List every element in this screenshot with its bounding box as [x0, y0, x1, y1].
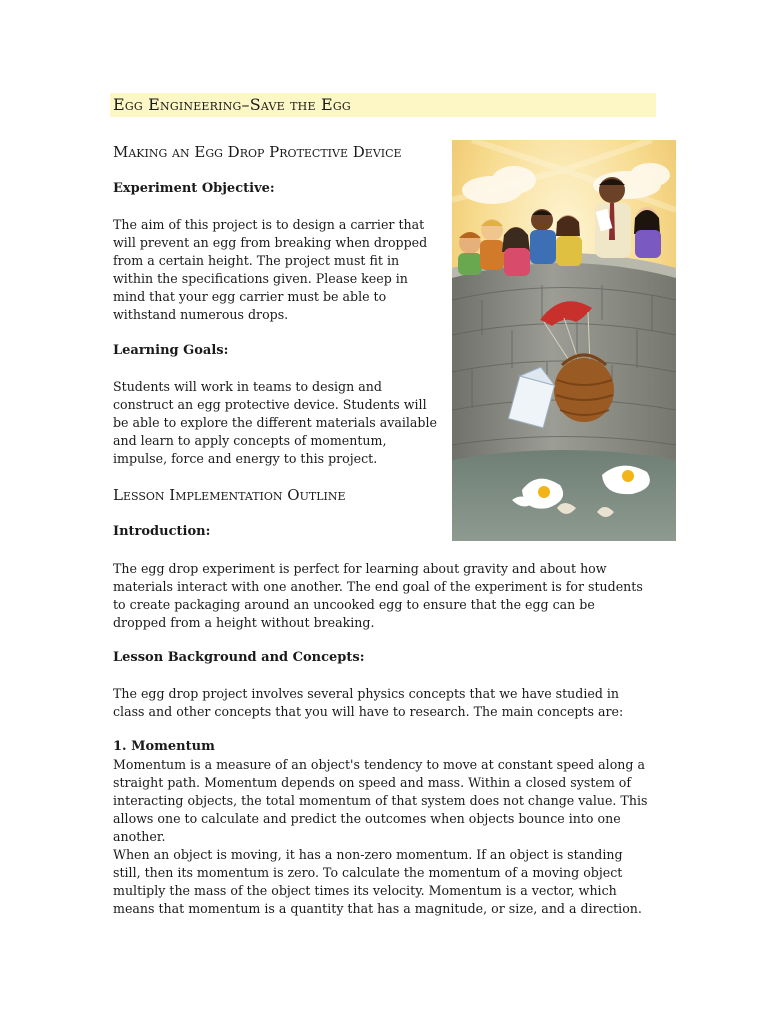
momentum-paragraph-1: Momentum is a measure of an object's tendency to move at constant speed along a straight path. Momentum depends on speed and mass. Within a closed system of interacting objects, the total momentum of that system does not change value. This allows one to calculate and predict the outcomes when objects bounce into one another. — [113, 757, 648, 844]
objective-heading: Experiment Objective: — [113, 181, 275, 196]
background-heading: Lesson Background and Concepts: — [113, 650, 365, 665]
section-heading-outline: Lesson Implementation Outline — [113, 486, 346, 504]
momentum-paragraph-2: When an object is moving, it has a non-zero momentum. If an object is standing still, then its momentum is zero. To calculate the momentum of a moving object multiply the mass of the object times its velocity. Momentum is a vector, which means that momentum is a quantity that has a magnitude, or size, and a direction. — [113, 847, 642, 916]
learning-goals-heading: Learning Goals: — [113, 343, 229, 358]
document-title: Egg Engineering–Save the Egg — [113, 95, 351, 114]
section-heading-device: Making an Egg Drop Protective Device — [113, 143, 402, 161]
egg-drop-illustration — [452, 140, 676, 541]
momentum-heading: 1. Momentum — [113, 739, 215, 754]
introduction-heading: Introduction: — [113, 524, 211, 539]
learning-goals-text: Students will work in teams to design and construct an egg protective device. Students will be able to explore the different materials available and learn to apply concepts of momentum, impulse, force and energy to this project. — [113, 379, 437, 466]
introduction-text: The egg drop experiment is perfect for learning about gravity and about how materials interact with one another. The end goal of the experiment is for students to create packaging around an uncooked egg to ensure that the egg can be dropped from a height without breaking. — [113, 561, 643, 630]
background-text: The egg drop project involves several physics concepts that we have studied in class and other concepts that you will have to research. The main concepts are: — [113, 686, 624, 719]
objective-text: The aim of this project is to design a carrier that will prevent an egg from breaking when dropped from a certain height. The project must fit in within the specifications given. Please keep in mind that your egg carrier must be able to withstand numerous drops. — [113, 217, 428, 322]
